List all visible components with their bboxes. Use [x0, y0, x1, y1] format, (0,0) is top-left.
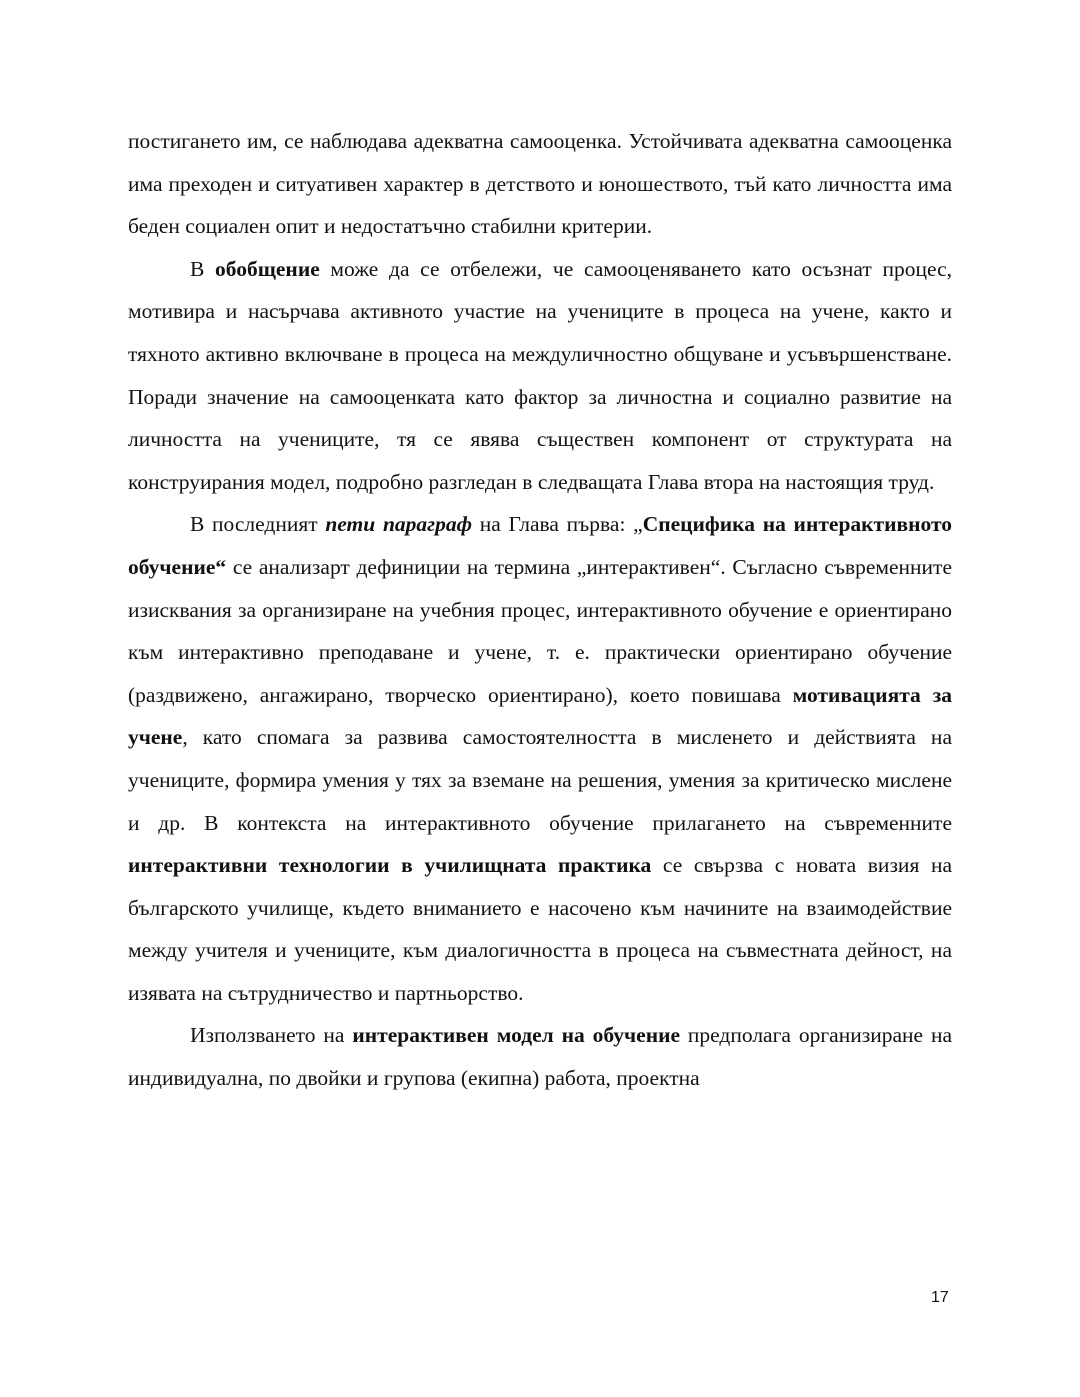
bold-term-motivaciya: мотивацията за учене [128, 682, 952, 750]
bold-term-obobshtenie: обобщение [215, 256, 320, 281]
document-body [128, 120, 952, 1100]
page-number: 17 [931, 1289, 949, 1306]
bold-term-model: интерактивен модел на обучение [352, 1023, 681, 1048]
paragraph-3: В последният пети параграф на Глава първа: „Специфика на интерактивното обучение“ се анализарт дефиниции на термина „интерактивен“. Съгласно съвременните изисквания за организиране на учебния процес, интерактивното обучение е ориентирано към интерактивно преподаване и учене, т. е. практически ориентирано обучение (раздвижено, ангажирано, творческо ориентирано), което повишава мотивацията за учене, като спомага за развива самостоятелността в мисленето и действията на учениците, формира умения у тях за вземане на решения, умения за критическо мислене и др. В контекста на интерактивното обучение прилагането на съвременните интерактивни технологии в училищната практика се свързва с новата визия на българското училище, където вниманието е насочено към начините на взаимодействие между учителя и учениците, към диалогичността в процеса на съвместната дейност, на изявата на сътрудничество и партньорство. [128, 512, 952, 1005]
bold-term-specifika: Специфика на интерактивното обучение“ [128, 512, 952, 579]
bold-term-tehnologii: интерактивни технологии в училищната практика [128, 853, 652, 878]
paragraph-1: постигането им, се наблюдава адекватна самооценка. Устойчивата адекватна самооценка има преходен и ситуативен характер в детството и юношеството, тъй като личността има беден социален опит и недостатъчно стабилни критерии. [128, 129, 952, 239]
bold-italic-term-paragraph: пети параграф [325, 512, 472, 537]
paragraph-4: Използването на интерактивен модел на обучение предполага организиране на индивидуална, по двойки и групова (екипна) работа, проектна [128, 1023, 952, 1091]
paragraph-2: В обобщение може да се отбележи, че самооценяването като осъзнат процес, мотивира и насърчава активното участие на учениците в процеса на учене, както и тяхното активно включване в процеса на междуличностно общуване и усъвършенстване. Поради значение на самооценката като фактор за личностна и социално развитие на личността на учениците, тя се явява съществен компонент от структурата на конструирания модел, подробно разгледан в следващата Глава втора на настоящия труд. [128, 256, 952, 494]
